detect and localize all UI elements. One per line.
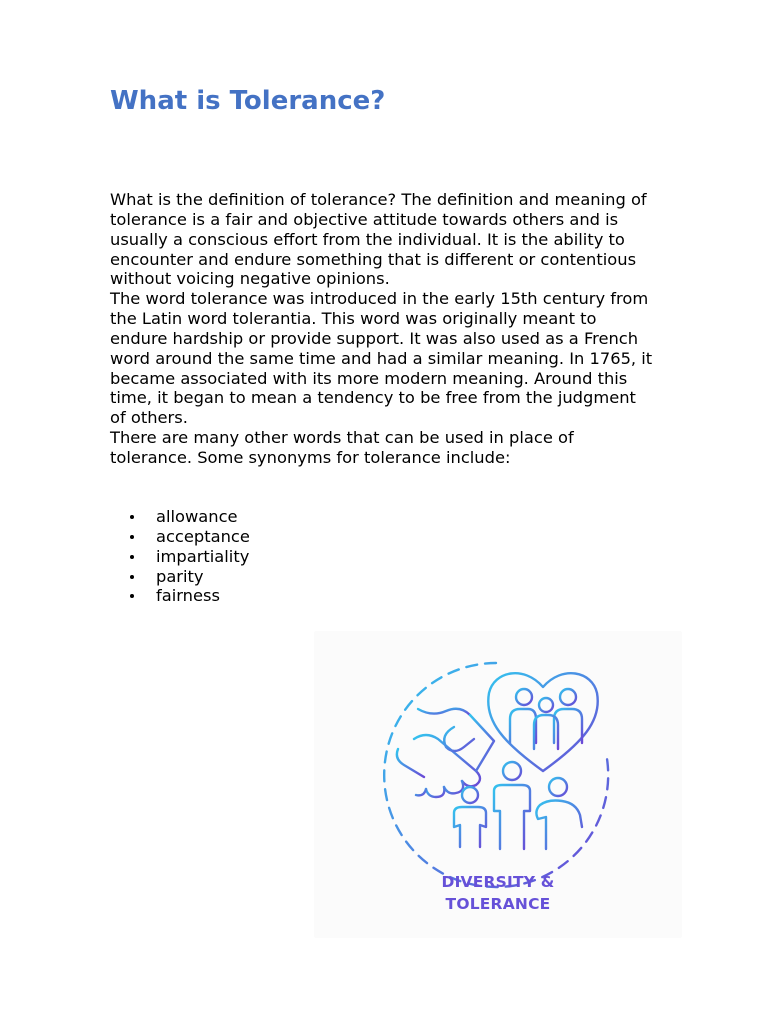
bullet-icon (130, 555, 134, 559)
synonyms-list (110, 507, 250, 606)
bullet-icon (130, 535, 134, 539)
list-item: parity (110, 567, 250, 587)
page-title: What is Tolerance? (110, 86, 386, 116)
list-item: acceptance (110, 527, 250, 547)
bullet-icon (130, 575, 134, 579)
dashed-circle (384, 663, 608, 887)
illustration-caption-line1: DIVERSITY & (441, 873, 555, 891)
bullet-icon (130, 594, 134, 598)
list-item: fairness (110, 586, 250, 606)
handshake-icon (397, 709, 494, 797)
paragraph-synonyms-intro: There are many other words that can be used in place of tolerance. Some synonyms for tolerance include: (110, 428, 574, 467)
bullet-icon (130, 515, 134, 519)
family-icon (454, 762, 582, 849)
paragraph-definition: What is the definition of tolerance? The definition and meaning of tolerance is a fair and objective attitude towards others and is usually a conscious effort from the individual. It is the ability to encounter and endure something that is different or contentious without voicing negative opinions. (110, 190, 647, 289)
list-item: impartiality (110, 547, 250, 567)
diversity-tolerance-illustration (314, 631, 682, 938)
paragraph-history: The word tolerance was introduced in the early 15th century from the Latin word tolerantia. This word was originally meant to endure hardship or provide support. It was also used as a French word around the same time and had a similar meaning. In 1765, it became associated with its more modern meaning. Around this time, it began to mean a tendency to be free from the judgment of others. (110, 289, 653, 428)
list-item: allowance (110, 507, 250, 527)
illustration-caption-line2: TOLERANCE (445, 895, 551, 913)
body-text (110, 190, 655, 468)
heart-family-icon (488, 673, 598, 771)
